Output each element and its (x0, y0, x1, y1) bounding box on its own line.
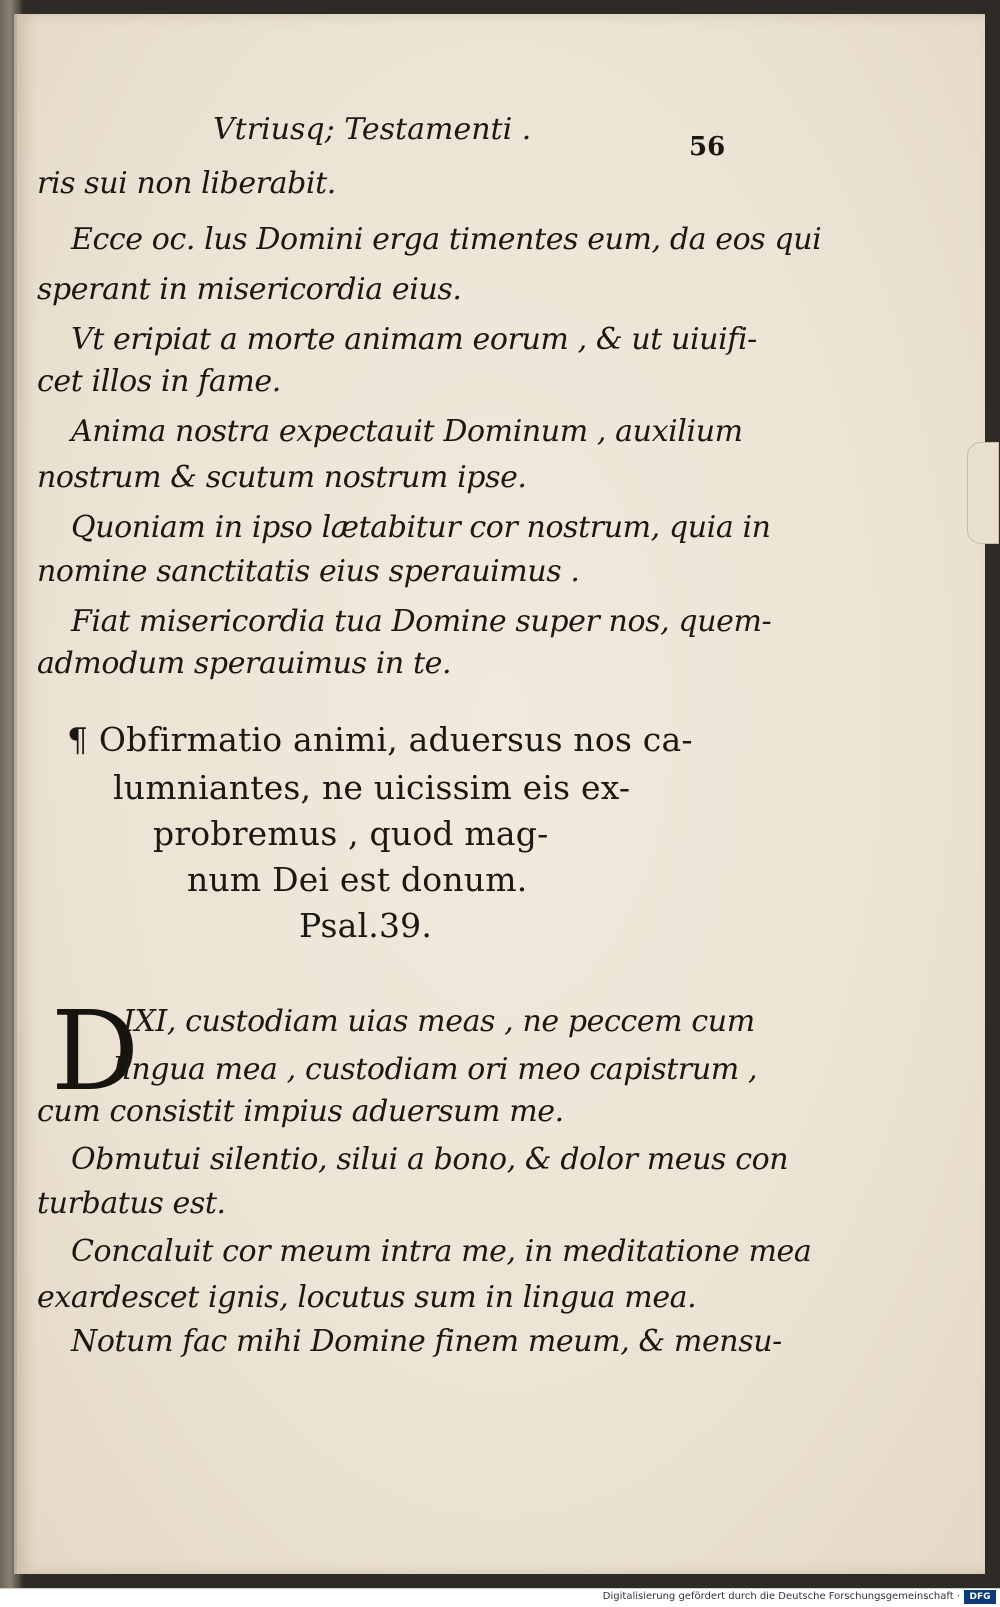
text-line: Concaluit cor meum intra me, in meditatione mea (71, 1234, 812, 1269)
section-heading-line: ¶ Obfirmatio animi, aduersus nos ca- (67, 720, 693, 759)
drop-cap: D (51, 987, 140, 1115)
text-line: cum consistit impius aduersum me. (37, 1094, 564, 1129)
text-line: nostrum & scutum nostrum ipse. (37, 460, 527, 495)
section-heading-line: probremus , quod mag- (153, 814, 549, 853)
text-line: Ecce oc. lus Domini erga timentes eum, da eos qui (71, 222, 822, 257)
running-head: Vtriusq; Testamenti . (213, 112, 532, 147)
text-line: lingua mea , custodiam ori meo capistrum , (113, 1052, 758, 1087)
folio-number: 56 (689, 132, 726, 162)
book-page (14, 14, 985, 1574)
psalm-reference: Psal.39. (299, 906, 433, 945)
text-line: cet illos in fame. (37, 364, 281, 399)
text-line: ris sui non liberabit. (37, 166, 336, 201)
text-line: exardescet ignis, locutus sum in lingua mea. (37, 1280, 697, 1315)
text-line: Quoniam in ipso lætabitur cor nostrum, quia in (71, 510, 771, 545)
page-tab-edge (967, 442, 999, 544)
text-line: IXI, custodiam uias meas , ne peccem cum (123, 1004, 755, 1039)
text-line: Obmutui silentio, silui a bono, & dolor meus con (71, 1142, 789, 1177)
section-heading-line: lumniantes, ne uicissim eis ex- (113, 768, 631, 807)
text-line: Anima nostra expectauit Dominum , auxilium (71, 414, 743, 449)
text-line: turbatus est. (37, 1186, 226, 1221)
text-line: nomine sanctitatis eius sperauimus . (37, 554, 580, 589)
text-line: Fiat misericordia tua Domine super nos, quem- (71, 604, 772, 639)
text-line: Notum fac mihi Domine finem meum, & mensu- (71, 1324, 782, 1359)
text-line: sperant in misericordia eius. (37, 272, 462, 307)
text-line: admodum sperauimus in te. (37, 646, 452, 681)
funding-credit: Digitalisierung gefördert durch die Deutsche Forschungsgemeinschaft · (602, 1591, 960, 1602)
dfg-logo: DFG (964, 1590, 996, 1604)
text-line: Vt eripiat a morte animam eorum , & ut uiuifi- (71, 322, 757, 357)
section-heading-line: num Dei est donum. (187, 860, 528, 899)
